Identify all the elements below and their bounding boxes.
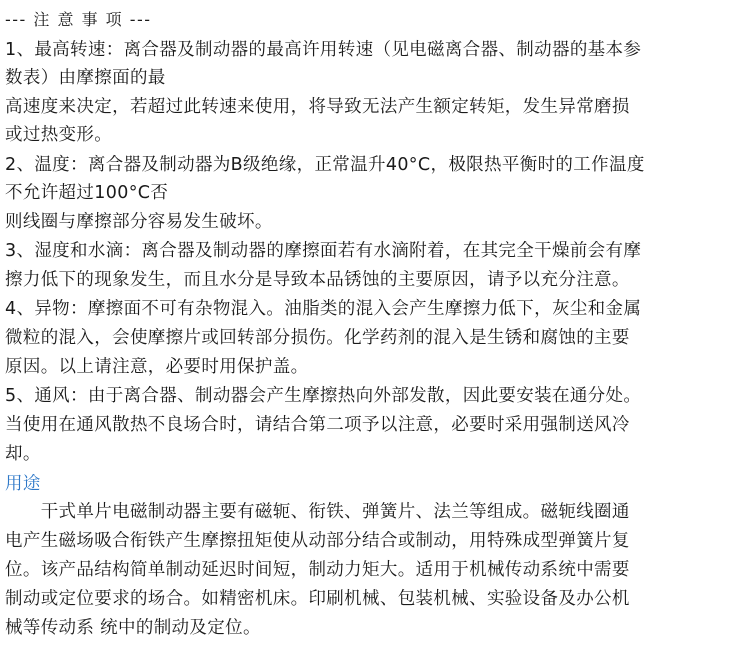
notice-line: 5、通风：由于离合器、制动器会产生摩擦热向外部发散，因此要安装在通分处。 bbox=[5, 386, 642, 406]
notice-line: 3、湿度和水滴：离合器及制动器的摩擦面若有水滴附着，在其完全干燥前会有摩 bbox=[5, 241, 642, 261]
notice-line: 原因。以上请注意，必要时用保护盖。 bbox=[5, 357, 309, 377]
notice-line: 微粒的混入，会使摩擦片或回转部分损伤。化学药剂的混入是生锈和腐蚀的主要 bbox=[5, 328, 630, 348]
usage-line: 干式单片电磁制动器主要有磁轭、衔铁、弹簧片、法兰等组成。磁轭线圈通 bbox=[5, 502, 630, 522]
notice-heading: --- 注 意 事 项 --- bbox=[5, 10, 152, 29]
notice-line: 当使用在通风散热不良场合时，请结合第二项予以注意，必要时采用强制送风冷 bbox=[5, 415, 630, 435]
notice-line: 1、最高转速：离合器及制动器的最高许用转速（见电磁离合器、制动器的基本参 bbox=[5, 40, 642, 60]
notice-line: 擦力低下的现象发生，而且水分是导致本品锈蚀的主要原因，请予以充分注意。 bbox=[5, 270, 630, 290]
notice-line: 不允许超过100°C否 bbox=[5, 183, 169, 203]
notice-line: 2、温度：离合器及制动器为B级绝缘，正常温升40°C，极限热平衡时的工作温度 bbox=[5, 155, 645, 175]
notice-line: 高速度来决定，若超过此转速来使用，将导致无法产生额定转矩，发生异常磨损 bbox=[5, 97, 630, 117]
usage-line: 制动或定位要求的场合。如精密机床。印刷机械、包装机械、实验设备及办公机 bbox=[5, 589, 630, 609]
usage-line: 械等传动系 统中的制动及定位。 bbox=[5, 618, 261, 638]
notice-line: 则线圈与摩擦部分容易发生破坏。 bbox=[5, 212, 273, 232]
usage-line: 电产生磁场吸合衔铁产生摩擦扭矩使从动部分结合或制动，用特殊成型弹簧片复 bbox=[5, 531, 630, 551]
usage-line: 位。该产品结构简单制动延迟时间短，制动力矩大。适用于机械传动系统中需要 bbox=[5, 560, 630, 580]
notice-line: 却。 bbox=[5, 444, 41, 464]
notice-line: 4、异物：摩擦面不可有杂物混入。油脂类的混入会产生摩擦力低下，灰尘和金属 bbox=[5, 299, 642, 319]
notice-line: 或过热变形。 bbox=[5, 125, 113, 145]
usage-heading: 用途 bbox=[5, 474, 41, 494]
notice-line: 数表）由摩擦面的最 bbox=[5, 68, 166, 88]
